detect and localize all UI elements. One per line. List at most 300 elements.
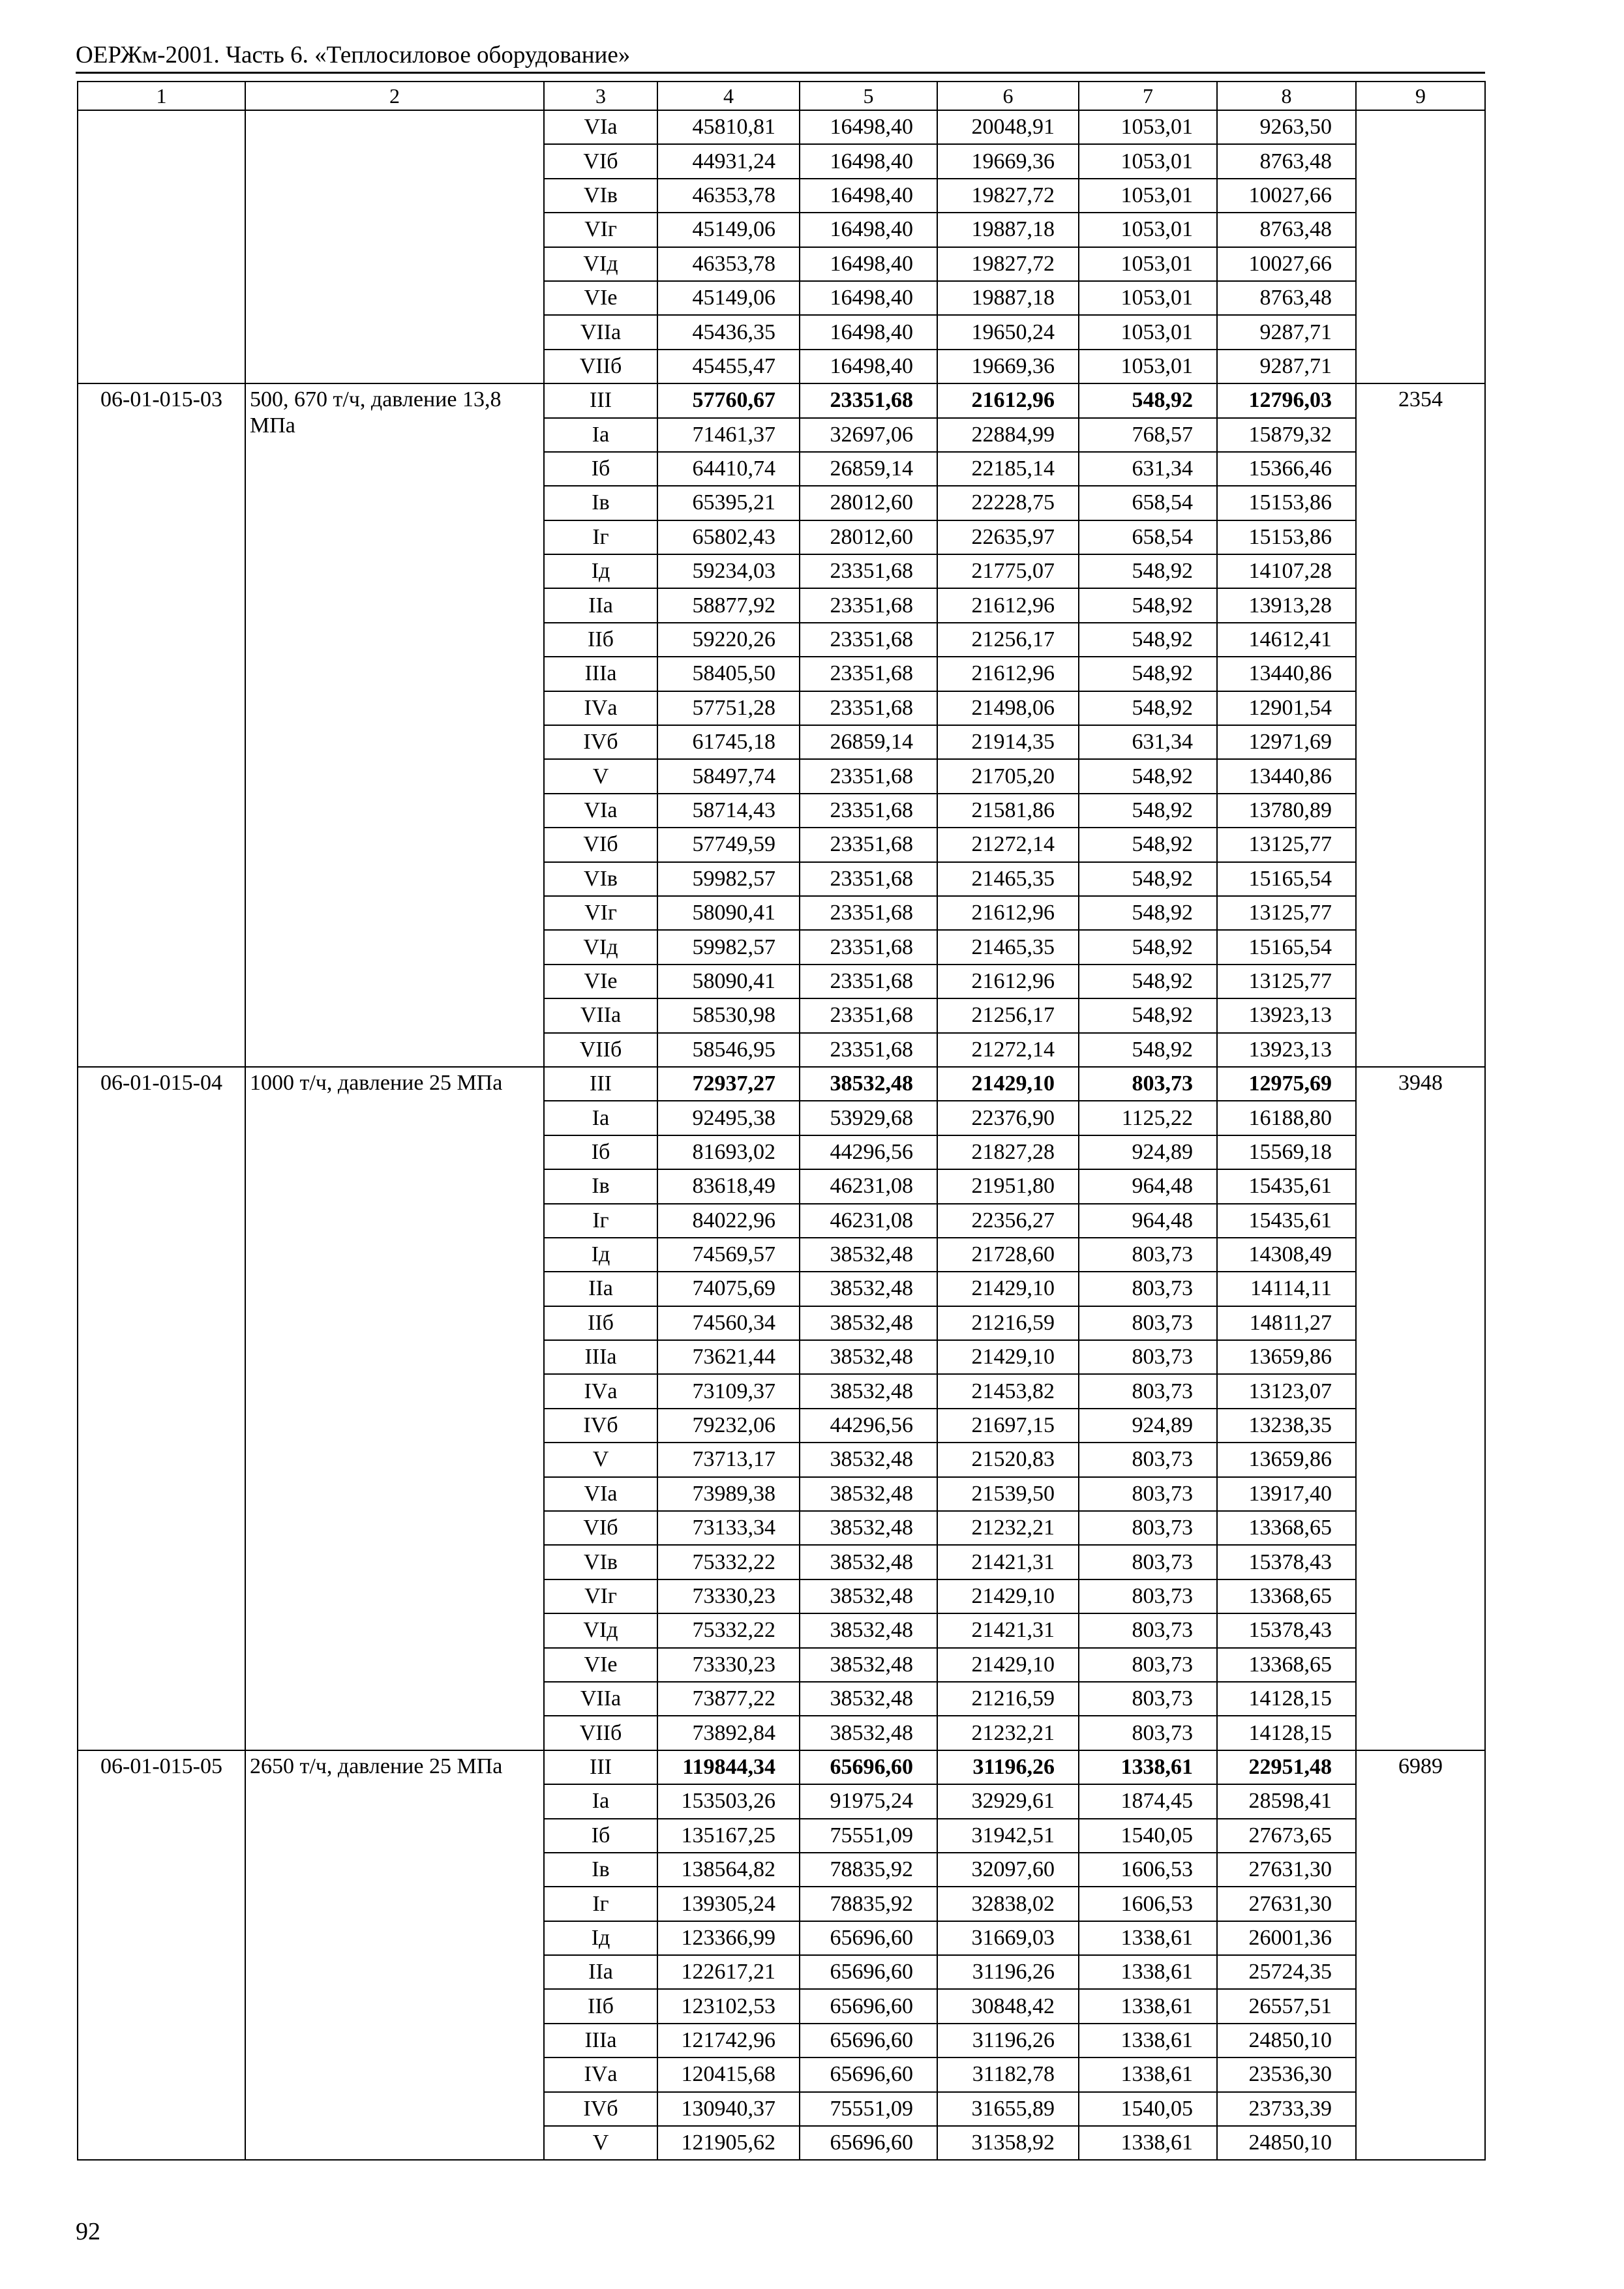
value-cell: 31655,89 [937, 2092, 1079, 2126]
item-total: 2354 [1356, 383, 1485, 1067]
value-cell: 78835,92 [800, 1887, 937, 1921]
value-cell: 57749,59 [657, 828, 800, 861]
value-cell: 19827,72 [937, 179, 1079, 213]
value-cell: 27673,65 [1217, 1819, 1356, 1853]
value-cell: 19887,18 [937, 281, 1079, 315]
value-cell: 73330,23 [657, 1579, 800, 1613]
value-cell: 16188,80 [1217, 1101, 1356, 1135]
value-cell: 21581,86 [937, 794, 1079, 828]
value-cell: 121905,62 [657, 2126, 800, 2160]
value-cell: 548,92 [1079, 691, 1217, 725]
value-cell: 803,73 [1079, 1545, 1217, 1579]
value-cell: 15153,86 [1217, 520, 1356, 554]
value-cell: 21728,60 [937, 1238, 1079, 1272]
type-cell: Iд [544, 1921, 657, 1955]
value-cell: 13368,65 [1217, 1511, 1356, 1545]
value-cell: 21612,96 [937, 657, 1079, 691]
item-code: 06-01-015-05 [78, 1750, 245, 2161]
type-cell: VIв [544, 1545, 657, 1579]
value-cell: 548,92 [1079, 1033, 1217, 1067]
value-cell: 13125,77 [1217, 896, 1356, 930]
value-cell: 22884,99 [937, 418, 1079, 452]
value-cell: 22951,48 [1217, 1750, 1356, 1784]
type-cell: IIа [544, 588, 657, 622]
value-cell: 13368,65 [1217, 1579, 1356, 1613]
value-cell: 23351,68 [800, 965, 937, 998]
value-cell: 38532,48 [800, 1306, 937, 1340]
value-cell: 31182,78 [937, 2057, 1079, 2091]
value-cell: 53929,68 [800, 1101, 937, 1135]
value-cell: 13368,65 [1217, 1648, 1356, 1682]
value-cell: 58405,50 [657, 657, 800, 691]
type-cell: IVа [544, 691, 657, 725]
value-cell: 73109,37 [657, 1374, 800, 1408]
value-cell: 74560,34 [657, 1306, 800, 1340]
type-cell: VIг [544, 896, 657, 930]
value-cell: 21216,59 [937, 1306, 1079, 1340]
item-description: 500, 670 т/ч, давление 13,8 МПа [245, 383, 544, 1067]
value-cell: 803,73 [1079, 1613, 1217, 1647]
value-cell: 31942,51 [937, 1819, 1079, 1853]
value-cell: 13780,89 [1217, 794, 1356, 828]
value-cell: 1053,01 [1079, 350, 1217, 383]
value-cell: 803,73 [1079, 1238, 1217, 1272]
value-cell: 57751,28 [657, 691, 800, 725]
value-cell: 44296,56 [800, 1409, 937, 1443]
value-cell: 65802,43 [657, 520, 800, 554]
type-cell: Iб [544, 1819, 657, 1853]
value-cell: 13125,77 [1217, 828, 1356, 861]
document-header: ОЕРЖм-2001. Часть 6. «Теплосиловое оборудование» [76, 42, 631, 68]
type-cell: VIв [544, 179, 657, 213]
value-cell: 38532,48 [800, 1374, 937, 1408]
value-cell: 25724,35 [1217, 1955, 1356, 1989]
type-cell: IVа [544, 1374, 657, 1408]
value-cell: 1338,61 [1079, 1921, 1217, 1955]
value-cell: 22228,75 [937, 486, 1079, 520]
value-cell: 130940,37 [657, 2092, 800, 2126]
value-cell: 79232,06 [657, 1409, 800, 1443]
type-cell: IIб [544, 623, 657, 657]
value-cell: 1125,22 [1079, 1101, 1217, 1135]
value-cell: 13659,86 [1217, 1340, 1356, 1374]
value-cell: 73133,34 [657, 1511, 800, 1545]
value-cell: 26859,14 [800, 725, 937, 759]
type-cell: VIб [544, 144, 657, 178]
value-cell: 75332,22 [657, 1613, 800, 1647]
type-cell: Iб [544, 1135, 657, 1169]
header-rule [76, 72, 1485, 74]
value-cell: 24850,10 [1217, 2024, 1356, 2057]
value-cell: 21914,35 [937, 725, 1079, 759]
value-cell: 8763,48 [1217, 144, 1356, 178]
value-cell: 8763,48 [1217, 213, 1356, 247]
value-cell: 1053,01 [1079, 281, 1217, 315]
column-number: 6 [937, 82, 1079, 110]
value-cell: 46231,08 [800, 1169, 937, 1203]
value-cell: 21216,59 [937, 1682, 1079, 1716]
value-cell: 32929,61 [937, 1784, 1079, 1818]
type-cell: V [544, 1443, 657, 1476]
value-cell: 548,92 [1079, 828, 1217, 861]
type-cell: VIд [544, 247, 657, 281]
value-cell: 21697,15 [937, 1409, 1079, 1443]
value-cell: 548,92 [1079, 794, 1217, 828]
value-cell: 139305,24 [657, 1887, 800, 1921]
item-total [1356, 110, 1485, 383]
value-cell: 58090,41 [657, 965, 800, 998]
value-cell: 924,89 [1079, 1135, 1217, 1169]
value-cell: 16498,40 [800, 179, 937, 213]
column-number: 9 [1356, 82, 1485, 110]
value-cell: 92495,38 [657, 1101, 800, 1135]
type-cell: IVб [544, 2092, 657, 2126]
value-cell: 31669,03 [937, 1921, 1079, 1955]
value-cell: 16498,40 [800, 144, 937, 178]
value-cell: 21951,80 [937, 1169, 1079, 1203]
value-cell: 58497,74 [657, 759, 800, 793]
value-cell: 548,92 [1079, 383, 1217, 417]
value-cell: 23351,68 [800, 383, 937, 417]
value-cell: 1338,61 [1079, 2057, 1217, 2091]
type-cell: Iа [544, 1784, 657, 1818]
value-cell: 768,57 [1079, 418, 1217, 452]
value-cell: 15153,86 [1217, 486, 1356, 520]
item-code [78, 110, 245, 383]
value-cell: 21232,21 [937, 1511, 1079, 1545]
value-cell: 1338,61 [1079, 1750, 1217, 1784]
value-cell: 803,73 [1079, 1716, 1217, 1750]
value-cell: 73877,22 [657, 1682, 800, 1716]
value-cell: 15569,18 [1217, 1135, 1356, 1169]
item-description: 2650 т/ч, давление 25 МПа [245, 1750, 544, 2161]
item-description: 1000 т/ч, давление 25 МПа [245, 1067, 544, 1750]
value-cell: 13440,86 [1217, 657, 1356, 691]
column-number-row [78, 82, 1485, 110]
value-cell: 71461,37 [657, 418, 800, 452]
value-cell: 23351,68 [800, 759, 937, 793]
value-cell: 13923,13 [1217, 1033, 1356, 1067]
value-cell: 28012,60 [800, 486, 937, 520]
value-cell: 16498,40 [800, 350, 937, 383]
value-cell: 631,34 [1079, 452, 1217, 486]
type-cell: IIа [544, 1955, 657, 1989]
value-cell: 23351,68 [800, 1033, 937, 1067]
type-cell: Iд [544, 554, 657, 588]
value-cell: 58546,95 [657, 1033, 800, 1067]
value-cell: 45149,06 [657, 281, 800, 315]
value-cell: 22356,27 [937, 1204, 1079, 1238]
value-cell: 38532,48 [800, 1238, 937, 1272]
value-cell: 21465,35 [937, 862, 1079, 896]
value-cell: 658,54 [1079, 486, 1217, 520]
value-cell: 23351,68 [800, 623, 937, 657]
value-cell: 21539,50 [937, 1477, 1079, 1511]
value-cell: 26557,51 [1217, 1989, 1356, 2023]
value-cell: 32838,02 [937, 1887, 1079, 1921]
value-cell: 23351,68 [800, 691, 937, 725]
value-cell: 803,73 [1079, 1306, 1217, 1340]
type-cell: Iа [544, 1101, 657, 1135]
column-number: 1 [78, 82, 245, 110]
item-code: 06-01-015-03 [78, 383, 245, 1067]
value-cell: 32097,60 [937, 1853, 1079, 1887]
value-cell: 123102,53 [657, 1989, 800, 2023]
value-cell: 13238,35 [1217, 1409, 1356, 1443]
value-cell: 803,73 [1079, 1443, 1217, 1476]
value-cell: 548,92 [1079, 623, 1217, 657]
value-cell: 803,73 [1079, 1648, 1217, 1682]
value-cell: 1053,01 [1079, 179, 1217, 213]
value-cell: 65696,60 [800, 1955, 937, 1989]
value-cell: 38532,48 [800, 1067, 937, 1101]
value-cell: 65696,60 [800, 2024, 937, 2057]
value-cell: 924,89 [1079, 1409, 1217, 1443]
value-cell: 58714,43 [657, 794, 800, 828]
value-cell: 38532,48 [800, 1682, 937, 1716]
value-cell: 13659,86 [1217, 1443, 1356, 1476]
value-cell: 59234,03 [657, 554, 800, 588]
value-cell: 32697,06 [800, 418, 937, 452]
value-cell: 803,73 [1079, 1511, 1217, 1545]
type-cell: Iд [544, 1238, 657, 1272]
value-cell: 84022,96 [657, 1204, 800, 1238]
item-description [245, 110, 544, 383]
type-cell: IIIа [544, 657, 657, 691]
value-cell: 21612,96 [937, 965, 1079, 998]
value-cell: 46353,78 [657, 179, 800, 213]
type-cell: V [544, 759, 657, 793]
value-cell: 23351,68 [800, 930, 937, 964]
value-cell: 19669,36 [937, 144, 1079, 178]
value-cell: 803,73 [1079, 1067, 1217, 1101]
value-cell: 9263,50 [1217, 110, 1356, 144]
type-cell: Iв [544, 486, 657, 520]
value-cell: 44296,56 [800, 1135, 937, 1169]
type-cell: VIIа [544, 998, 657, 1032]
value-cell: 59982,57 [657, 930, 800, 964]
value-cell: 803,73 [1079, 1477, 1217, 1511]
value-cell: 15879,32 [1217, 418, 1356, 452]
value-cell: 658,54 [1079, 520, 1217, 554]
value-cell: 803,73 [1079, 1579, 1217, 1613]
type-cell: Iа [544, 418, 657, 452]
value-cell: 1338,61 [1079, 2126, 1217, 2160]
type-cell: Iг [544, 1204, 657, 1238]
value-cell: 21256,17 [937, 998, 1079, 1032]
value-cell: 13923,13 [1217, 998, 1356, 1032]
value-cell: 548,92 [1079, 930, 1217, 964]
type-cell: VIб [544, 1511, 657, 1545]
price-table [77, 81, 1486, 2161]
value-cell: 14128,15 [1217, 1682, 1356, 1716]
value-cell: 14612,41 [1217, 623, 1356, 657]
column-number: 7 [1079, 82, 1217, 110]
type-cell: VIе [544, 1648, 657, 1682]
value-cell: 38532,48 [800, 1477, 937, 1511]
value-cell: 73892,84 [657, 1716, 800, 1750]
value-cell: 15378,43 [1217, 1613, 1356, 1647]
value-cell: 15165,54 [1217, 862, 1356, 896]
item-total: 6989 [1356, 1750, 1485, 2161]
value-cell: 548,92 [1079, 862, 1217, 896]
type-cell: IIIа [544, 2024, 657, 2057]
value-cell: 1606,53 [1079, 1887, 1217, 1921]
type-cell: Iв [544, 1853, 657, 1887]
value-cell: 15366,46 [1217, 452, 1356, 486]
value-cell: 12975,69 [1217, 1067, 1356, 1101]
value-cell: 38532,48 [800, 1272, 937, 1306]
value-cell: 75551,09 [800, 2092, 937, 2126]
value-cell: 964,48 [1079, 1169, 1217, 1203]
value-cell: 28598,41 [1217, 1784, 1356, 1818]
value-cell: 21429,10 [937, 1340, 1079, 1374]
value-cell: 8763,48 [1217, 281, 1356, 315]
type-cell: IIа [544, 1272, 657, 1306]
value-cell: 73989,38 [657, 1477, 800, 1511]
value-cell: 31196,26 [937, 1955, 1079, 1989]
value-cell: 46353,78 [657, 247, 800, 281]
type-cell: VIг [544, 1579, 657, 1613]
type-cell: VIб [544, 828, 657, 861]
value-cell: 16498,40 [800, 315, 937, 349]
value-cell: 78835,92 [800, 1853, 937, 1887]
table-row [78, 1750, 1485, 1784]
type-cell: IVа [544, 2057, 657, 2091]
value-cell: 19669,36 [937, 350, 1079, 383]
value-cell: 13123,07 [1217, 1374, 1356, 1408]
table-row [78, 1067, 1485, 1101]
value-cell: 23351,68 [800, 588, 937, 622]
value-cell: 21272,14 [937, 828, 1079, 861]
value-cell: 38532,48 [800, 1340, 937, 1374]
type-cell: IIIа [544, 1340, 657, 1374]
value-cell: 16498,40 [800, 281, 937, 315]
value-cell: 45810,81 [657, 110, 800, 144]
value-cell: 548,92 [1079, 554, 1217, 588]
value-cell: 72937,27 [657, 1067, 800, 1101]
value-cell: 21272,14 [937, 1033, 1079, 1067]
value-cell: 964,48 [1079, 1204, 1217, 1238]
column-number: 2 [245, 82, 544, 110]
value-cell: 119844,34 [657, 1750, 800, 1784]
type-cell: VIIб [544, 1033, 657, 1067]
value-cell: 12971,69 [1217, 725, 1356, 759]
value-cell: 65696,60 [800, 2126, 937, 2160]
value-cell: 19650,24 [937, 315, 1079, 349]
value-cell: 21421,31 [937, 1613, 1079, 1647]
type-cell: Iг [544, 1887, 657, 1921]
table-row [78, 110, 1485, 144]
type-cell: VIIб [544, 350, 657, 383]
value-cell: 14811,27 [1217, 1306, 1356, 1340]
value-cell: 65696,60 [800, 1750, 937, 1784]
type-cell: VIе [544, 281, 657, 315]
value-cell: 14107,28 [1217, 554, 1356, 588]
value-cell: 21421,31 [937, 1545, 1079, 1579]
type-cell: VIа [544, 1477, 657, 1511]
value-cell: 15165,54 [1217, 930, 1356, 964]
item-total: 3948 [1356, 1067, 1485, 1750]
type-cell: IVб [544, 725, 657, 759]
value-cell: 45149,06 [657, 213, 800, 247]
value-cell: 153503,26 [657, 1784, 800, 1818]
value-cell: 20048,91 [937, 110, 1079, 144]
value-cell: 21453,82 [937, 1374, 1079, 1408]
value-cell: 13440,86 [1217, 759, 1356, 793]
value-cell: 13125,77 [1217, 965, 1356, 998]
value-cell: 21429,10 [937, 1067, 1079, 1101]
value-cell: 65696,60 [800, 1989, 937, 2023]
value-cell: 548,92 [1079, 965, 1217, 998]
value-cell: 58090,41 [657, 896, 800, 930]
value-cell: 123366,99 [657, 1921, 800, 1955]
value-cell: 31196,26 [937, 1750, 1079, 1784]
type-cell: Iв [544, 1169, 657, 1203]
value-cell: 9287,71 [1217, 315, 1356, 349]
value-cell: 1606,53 [1079, 1853, 1217, 1887]
value-cell: 138564,82 [657, 1853, 800, 1887]
value-cell: 16498,40 [800, 213, 937, 247]
value-cell: 12901,54 [1217, 691, 1356, 725]
value-cell: 26859,14 [800, 452, 937, 486]
type-cell: VIIа [544, 1682, 657, 1716]
value-cell: 548,92 [1079, 588, 1217, 622]
value-cell: 58530,98 [657, 998, 800, 1032]
type-cell: IIб [544, 1306, 657, 1340]
value-cell: 21612,96 [937, 896, 1079, 930]
value-cell: 1540,05 [1079, 2092, 1217, 2126]
type-cell: III [544, 1067, 657, 1101]
table-row [78, 383, 1485, 417]
value-cell: 61745,18 [657, 725, 800, 759]
value-cell: 28012,60 [800, 520, 937, 554]
value-cell: 23351,68 [800, 828, 937, 861]
value-cell: 23351,68 [800, 794, 937, 828]
value-cell: 21827,28 [937, 1135, 1079, 1169]
value-cell: 1540,05 [1079, 1819, 1217, 1853]
value-cell: 13913,28 [1217, 588, 1356, 622]
value-cell: 23351,68 [800, 896, 937, 930]
value-cell: 21612,96 [937, 588, 1079, 622]
type-cell: IVб [544, 1409, 657, 1443]
value-cell: 27631,30 [1217, 1887, 1356, 1921]
value-cell: 122617,21 [657, 1955, 800, 1989]
value-cell: 15378,43 [1217, 1545, 1356, 1579]
value-cell: 75332,22 [657, 1545, 800, 1579]
value-cell: 21705,20 [937, 759, 1079, 793]
value-cell: 21465,35 [937, 930, 1079, 964]
value-cell: 22376,90 [937, 1101, 1079, 1135]
value-cell: 548,92 [1079, 759, 1217, 793]
value-cell: 74075,69 [657, 1272, 800, 1306]
value-cell: 24850,10 [1217, 2126, 1356, 2160]
value-cell: 81693,02 [657, 1135, 800, 1169]
type-cell: VIв [544, 862, 657, 896]
value-cell: 803,73 [1079, 1272, 1217, 1306]
type-cell: V [544, 2126, 657, 2160]
value-cell: 73621,44 [657, 1340, 800, 1374]
type-cell: VIа [544, 794, 657, 828]
value-cell: 65696,60 [800, 1921, 937, 1955]
item-code: 06-01-015-04 [78, 1067, 245, 1750]
type-cell: VIа [544, 110, 657, 144]
type-cell: VIIб [544, 1716, 657, 1750]
value-cell: 45455,47 [657, 350, 800, 383]
column-number: 5 [800, 82, 937, 110]
page-number: 92 [76, 2218, 100, 2245]
value-cell: 16498,40 [800, 110, 937, 144]
